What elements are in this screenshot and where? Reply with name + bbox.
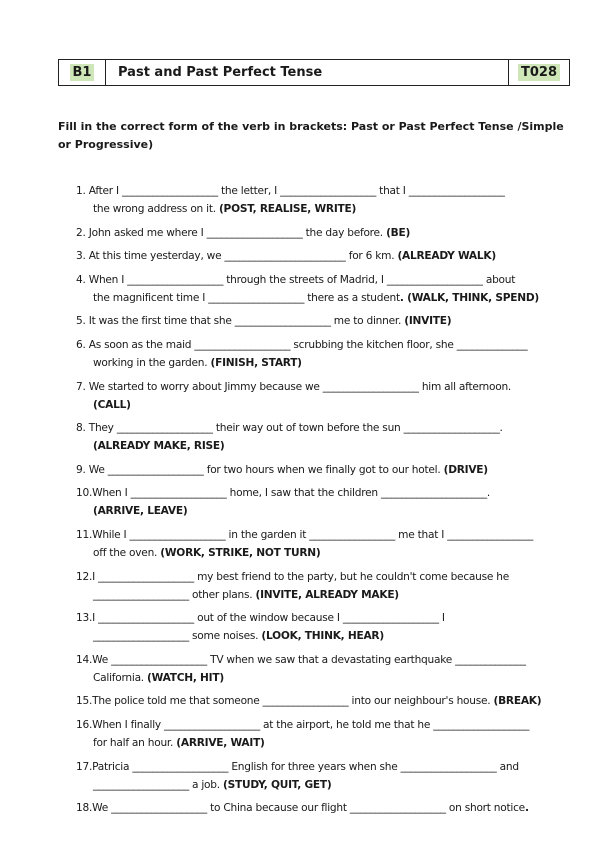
sentence-text: 10.When I ___________________ home, I saw that the children _____________________. (76, 487, 491, 500)
sentence-text: the magnificent time I ___________________ there as a student (93, 291, 400, 304)
exercise-item (76, 271, 576, 307)
exercise-line (76, 247, 576, 265)
exercise-item (76, 568, 576, 604)
verb-hint: (BREAK) (493, 695, 542, 708)
exercise-item (76, 378, 576, 414)
sentence-text: 16.When I finally ___________________ at the airport, he told me that he ___________________ (76, 718, 530, 731)
sentence-text: ___________________ some noises. (93, 630, 262, 643)
sentence-text: 12.I ___________________ my best friend to the party, but he couldn't come because he (76, 570, 509, 583)
sentence-text: working in the garden. (93, 356, 211, 369)
worksheet-code: T028 (518, 64, 560, 81)
sentence-text: California. (93, 671, 148, 684)
exercise-list (76, 182, 576, 823)
exercise-item (76, 758, 576, 794)
verb-hint: (ARRIVE, WAIT) (176, 736, 265, 749)
exercise-line (76, 716, 576, 734)
worksheet-header (58, 59, 570, 86)
sentence-text: 15.The police told me that someone _________________ into our neighbour's house. (76, 695, 494, 708)
exercise-line (76, 271, 576, 289)
level-badge: B1 (70, 64, 95, 81)
exercise-line (76, 692, 576, 710)
exercise-item (76, 247, 576, 265)
sentence-text: off the oven. (93, 546, 161, 559)
exercise-line (76, 437, 576, 455)
worksheet-title: Past and Past Perfect Tense (106, 60, 509, 85)
exercise-line (76, 568, 576, 586)
verb-hint: (WORK, STRIKE, NOT TURN) (160, 546, 321, 559)
exercise-item (76, 484, 576, 520)
exercise-item (76, 419, 576, 455)
verb-hint: (DRIVE) (443, 463, 488, 476)
exercise-line (76, 544, 576, 562)
sentence-text: 2. John asked me where I ___________________ the day before. (76, 226, 387, 239)
sentence-text: 17.Patricia ___________________ English for three years when she ___________________ and (76, 760, 519, 773)
exercise-line (76, 526, 576, 544)
exercise-line (76, 289, 576, 307)
instructions: Fill in the correct form of the verb in brackets: Past or Past Perfect Tense /Simple or Progressive) (58, 120, 564, 151)
verb-hint: (ALREADY MAKE, RISE) (93, 440, 225, 453)
exercise-item (76, 182, 576, 218)
exercise-item (76, 461, 576, 479)
sentence-text: 9. We ___________________ for two hours when we finally got to our hotel. (76, 463, 444, 476)
verb-hint: (POST, REALISE, WRITE) (218, 203, 357, 215)
exercise-item (76, 609, 576, 645)
exercise-item (76, 651, 576, 687)
exercise-line (76, 669, 576, 687)
sentence-text: ___________________ other plans. (93, 588, 256, 601)
exercise-item (76, 799, 576, 817)
sentence-text: 1. After I ___________________ the letter, I ___________________ that I ___________________ (76, 185, 505, 197)
exercise-line (76, 312, 576, 330)
exercise-line (76, 461, 576, 479)
verb-hint: (WATCH, HIT) (147, 671, 224, 684)
verb-hint: (ALREADY WALK) (397, 250, 496, 263)
exercise-item (76, 526, 576, 562)
verb-hint: . (524, 802, 529, 815)
sentence-text: 18.We ___________________ to China because our flight ___________________ on short notice (76, 802, 525, 815)
verb-hint: . (WALK, THINK, SPEND) (399, 291, 539, 304)
exercise-line (76, 484, 576, 502)
exercise-line (76, 734, 576, 752)
exercise-line (76, 419, 576, 437)
sentence-text: ___________________ a job. (93, 778, 224, 791)
verb-hint: (INVITE, ALREADY MAKE) (255, 588, 399, 601)
verb-hint: (BE) (386, 226, 411, 239)
exercise-item (76, 336, 576, 372)
exercise-line (76, 354, 576, 372)
exercise-line (76, 651, 576, 669)
exercise-line (76, 200, 576, 218)
exercise-line (76, 609, 576, 627)
sentence-text: 11.While I ___________________ in the garden it _________________ me that I _________________ (76, 528, 534, 541)
exercise-item (76, 224, 576, 242)
exercise-line (76, 586, 576, 604)
exercise-line (76, 182, 576, 200)
sentence-text: 5. It was the first time that she ___________________ me to dinner. (76, 315, 405, 328)
exercise-line (76, 378, 576, 396)
verb-hint: (ARRIVE, LEAVE) (93, 505, 188, 518)
exercise-line (76, 224, 576, 242)
sentence-text: 8. They ___________________ their way out of town before the sun ___________________. (76, 422, 503, 435)
exercise-line (76, 502, 576, 520)
verb-hint: (CALL) (93, 398, 131, 411)
sentence-text: 14.We ___________________ TV when we saw that a devastating earthquake ______________ (76, 653, 526, 666)
sentence-text: 3. At this time yesterday, we ________________________ for 6 km. (76, 250, 398, 263)
sentence-text: 4. When I ___________________ through the streets of Madrid, I ___________________ about (76, 273, 516, 286)
exercise-item (76, 312, 576, 330)
level-cell (59, 60, 106, 85)
verb-hint: (STUDY, QUIT, GET) (223, 778, 332, 791)
exercise-line (76, 776, 576, 794)
code-cell (509, 60, 569, 85)
exercise-line (76, 799, 576, 817)
verb-hint: (INVITE) (404, 315, 452, 328)
sentence-text: 7. We started to worry about Jimmy because we ___________________ him all afternoon. (76, 380, 512, 393)
exercise-line (76, 627, 576, 645)
sentence-text: for half an hour. (93, 736, 177, 749)
verb-hint: (LOOK, THINK, HEAR) (261, 630, 384, 643)
exercise-item (76, 716, 576, 752)
exercise-line (76, 396, 576, 414)
sentence-text: the wrong address on it. (93, 203, 219, 215)
exercise-item (76, 692, 576, 710)
exercise-line (76, 336, 576, 354)
verb-hint: (FINISH, START) (210, 356, 302, 369)
sentence-text: 6. As soon as the maid ___________________ scrubbing the kitchen floor, she ______________ (76, 338, 528, 351)
sentence-text: 13.I ___________________ out of the window because I ___________________ I (76, 612, 445, 625)
exercise-line (76, 758, 576, 776)
